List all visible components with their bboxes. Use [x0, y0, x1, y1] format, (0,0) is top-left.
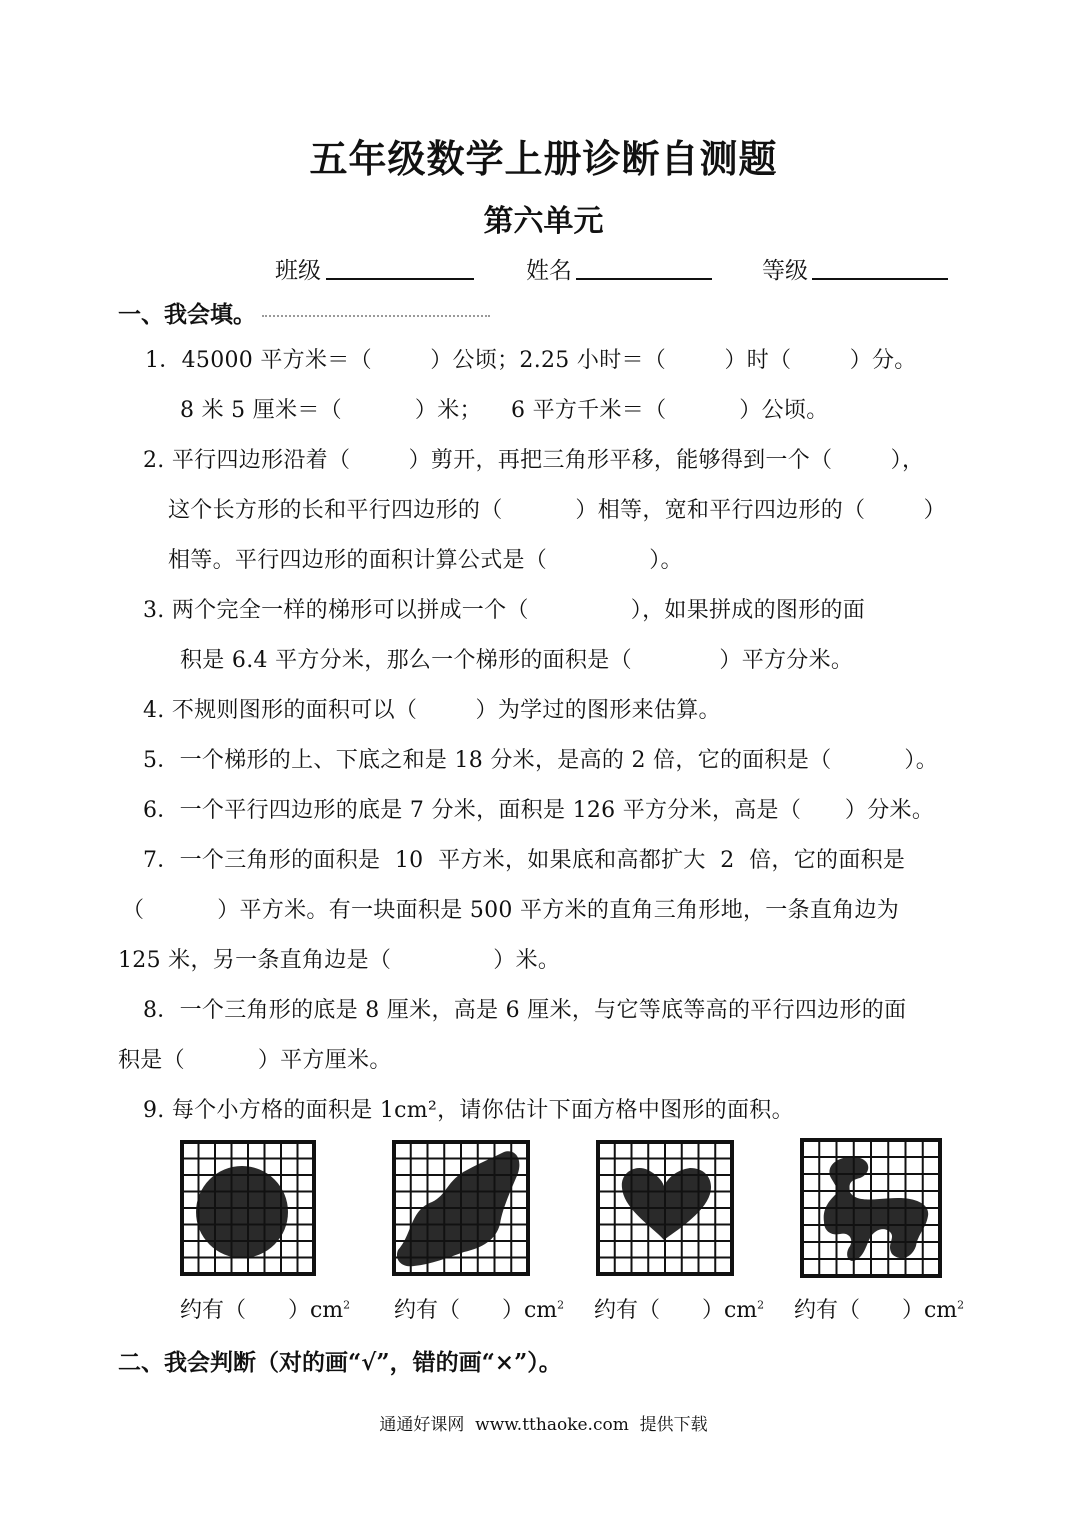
name-blank[interactable]	[576, 278, 712, 280]
dotted-leader	[262, 315, 490, 317]
caption-4: 约有（ ）$cm^2$	[794, 1298, 965, 1323]
q7-line-1: 7．一个三角形的面积是 10 平方米，如果底和高都扩大 2 倍，它的面积是	[143, 848, 906, 873]
footer-credit: 通通好课网 www.tthaoke.com 提供下载	[379, 1415, 708, 1435]
section-2-heading: 二、我会判断（对的画“√”，错的画“×”）。	[118, 1349, 562, 1376]
name-label: 姓名	[526, 258, 572, 284]
q7-line-2: （ ）平方米。有一块面积是 500 平方米的直角三角形地，一条直角边为	[122, 898, 900, 923]
q8-line-1: 8．一个三角形的底是 8 厘米，高是 6 厘米，与它等底等高的平行四边形的面	[143, 998, 907, 1023]
section-1-heading: 一、我会填。	[118, 301, 256, 328]
grade-label: 等级	[762, 258, 808, 284]
q7-line-3: 125 米，另一条直角边是（ ）米。	[118, 948, 561, 973]
q1-line-1: 1．45000 平方米＝（ ）公顷；2.25 小时＝（ ）时（ ）分。	[145, 348, 917, 373]
q9-line: 9. 每个小方格的面积是 1cm²，请你估计下面方格中图形的面积。	[143, 1098, 794, 1123]
caption-3: 约有（ ）$cm^2$	[594, 1298, 765, 1323]
caption-1: 约有（ ）$cm^2$	[180, 1298, 351, 1323]
q5-line: 5．一个梯形的上、下底之和是 18 分米，是高的 2 倍，它的面积是（ ）。	[143, 748, 938, 773]
grid-figure-heart	[596, 1140, 734, 1276]
q2-line-1: 2. 平行四边形沿着（ ）剪开，再把三角形平移，能够得到一个（ ），	[143, 448, 925, 473]
q4-line: 4. 不规则图形的面积可以（ ）为学过的图形来估算。	[143, 698, 721, 723]
q8-line-2: 积是（ ）平方厘米。	[118, 1048, 392, 1073]
unit-subtitle: 第六单元	[483, 204, 604, 239]
class-blank[interactable]	[326, 278, 474, 280]
grade-blank[interactable]	[812, 278, 948, 280]
q3-line-1: 3. 两个完全一样的梯形可以拼成一个（ ），如果拼成的图形的面	[143, 598, 866, 623]
grid-figure-circle	[180, 1140, 316, 1276]
page-title: 五年级数学上册诊断自测题	[309, 136, 778, 181]
grid-figure-blob	[392, 1140, 530, 1276]
q2-line-3: 相等。平行四边形的面积计算公式是（ ）。	[168, 548, 683, 573]
caption-2: 约有（ ）$cm^2$	[394, 1298, 565, 1323]
q3-line-2: 积是 6.4 平方分米，那么一个梯形的面积是（ ）平方分米。	[180, 648, 854, 673]
grid-figure-animal	[800, 1138, 942, 1278]
q1-line-2: 8 米 5 厘米＝（ ）米； 6 平方千米＝（ ）公顷。	[180, 398, 829, 423]
class-label: 班级	[275, 258, 321, 284]
q6-line: 6．一个平行四边形的底是 7 分米，面积是 126 平方分米，高是（ ）分米。	[143, 798, 935, 823]
circle-shape	[196, 1166, 288, 1258]
q2-line-2: 这个长方形的长和平行四边形的（ ）相等，宽和平行四边形的（ ）	[168, 498, 946, 523]
